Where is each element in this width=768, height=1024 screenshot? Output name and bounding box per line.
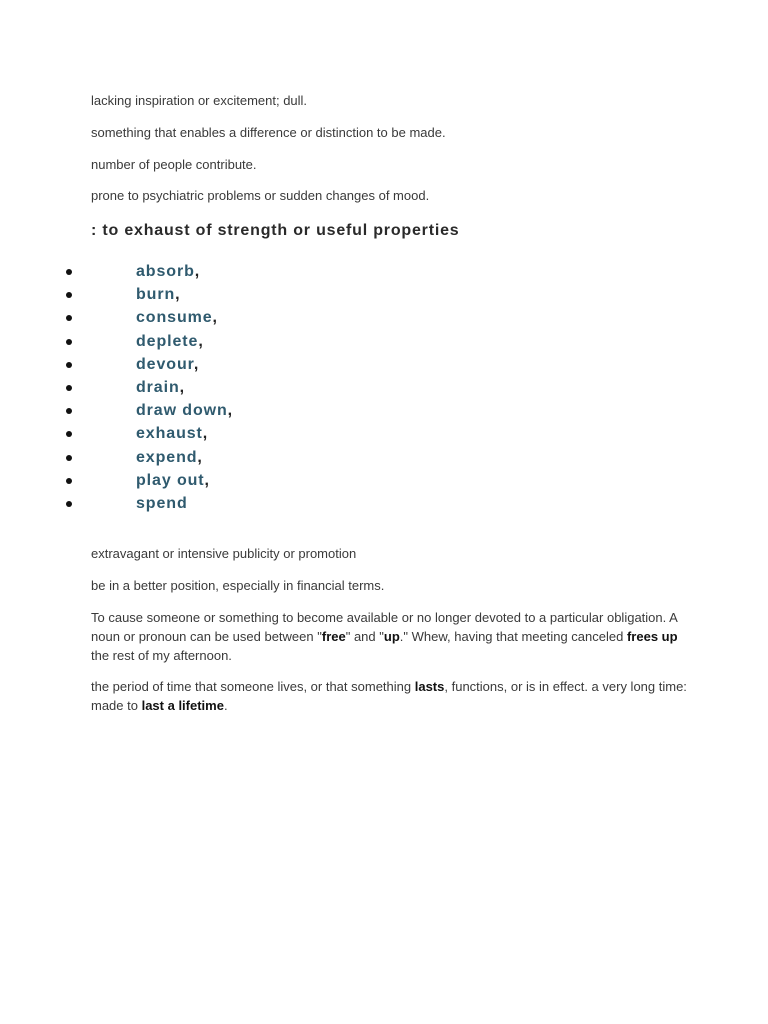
section-heading: : to exhaust of strength or useful properties [91,222,460,239]
definition-better-off: be in a better position, especially in financial terms. [91,578,385,593]
free-up-bold-up: up [383,629,400,644]
lifetime-bold-last-a-lifetime: last a lifetime [141,698,224,713]
synonym-link-burn[interactable] [136,284,181,306]
bullet-icon [66,478,72,484]
synonym-word[interactable]: draw down [136,402,228,420]
synonym-separator: , [179,378,185,396]
synonym-word[interactable]: devour [136,355,194,373]
synonym-separator: , [193,355,200,373]
lifetime-text-1: the period of time that someone lives, or that something [91,679,415,694]
synonym-word[interactable]: spend [136,494,188,512]
definition-contribute: number of people contribute. [91,157,257,172]
synonym-link-expend[interactable] [136,447,203,469]
definition-dull: lacking inspiration or excitement; dull. [91,93,308,108]
synonym-word[interactable]: burn [136,286,176,304]
free-up-bold-free: free [321,629,346,644]
free-up-bold-frees-up: frees up [626,629,678,644]
definition-free-up [91,608,691,665]
free-up-text-1: To cause someone or something to become available or no longer devoted to a particular obligation. A noun or pronoun can be used between " [91,610,678,644]
synonym-separator: , [198,332,204,350]
lifetime-text-2: , functions, or is in effect. a very long time: made to [91,679,687,713]
synonym-separator: , [197,448,203,466]
synonym-word[interactable]: drain [136,378,180,396]
synonym-separator: , [202,425,209,443]
synonym-link-draw-down[interactable] [136,400,233,422]
definition-lifetime [91,677,691,715]
synonym-separator: , [194,263,201,280]
bullet-icon [66,315,72,321]
synonym-link-play-out[interactable] [136,470,210,492]
bullet-icon [66,362,72,368]
synonym-word[interactable]: consume [136,309,213,327]
lifetime-bold-lasts: lasts [414,679,445,694]
bullet-icon [66,339,72,345]
bullet-icon [66,385,72,391]
definition-distinction: something that enables a difference or distinction to be made. [91,125,446,140]
free-up-text-4: the rest of my afternoon. [91,648,232,663]
free-up-text-3: ." Whew, having that meeting canceled [399,629,627,644]
bullet-icon [66,269,72,275]
synonym-word[interactable]: play out [136,471,205,489]
synonym-link-deplete[interactable] [136,331,204,353]
synonym-word[interactable]: expend [136,448,198,466]
synonym-separator: , [227,402,234,420]
synonym-link-exhaust[interactable] [136,423,208,445]
free-up-text-2: " and " [345,629,384,644]
bullet-icon [66,501,72,507]
synonym-link-drain[interactable] [136,377,185,399]
synonym-word[interactable]: absorb [136,263,195,280]
synonym-word[interactable]: deplete [136,332,199,350]
synonym-word[interactable]: exhaust [136,425,203,443]
bullet-icon [66,292,72,298]
definition-mood: prone to psychiatric problems or sudden changes of mood. [91,188,430,203]
bullet-icon [66,455,72,461]
bullet-icon [66,431,72,437]
synonym-link-consume[interactable] [136,307,218,329]
bullet-icon [66,408,72,414]
synonym-link-spend[interactable] [136,493,188,515]
synonym-separator: , [212,309,218,327]
synonym-link-absorb[interactable] [136,261,200,283]
synonym-link-devour[interactable] [136,354,199,376]
synonym-separator: , [204,471,210,489]
synonym-separator: , [175,286,181,304]
definition-hype: extravagant or intensive publicity or promotion [91,546,357,561]
lifetime-text-3: . [223,698,228,713]
